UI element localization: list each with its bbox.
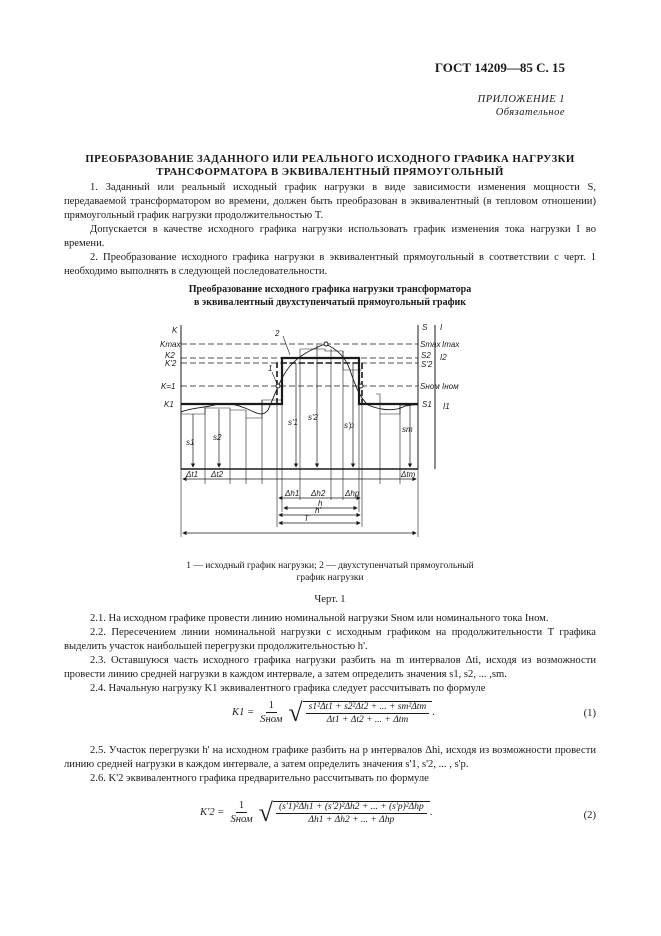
paragraph-1b: Допускается в качестве исходного графика нагрузки использовать график изменения тока нагрузки I во времени. [64, 224, 596, 249]
radicand-denominator: Δt1 + Δt2 + ... + Δtm [326, 714, 409, 725]
callout-2: 2 [275, 329, 280, 338]
label-k: K [172, 326, 178, 335]
label-sm: sm [402, 425, 413, 434]
label-dt2: Δt2 [211, 470, 224, 479]
label-s2-ordinate: s2 [213, 433, 222, 442]
steps-paragraphs-2 [64, 744, 596, 786]
caption-line: график нагрузки [296, 573, 364, 583]
label-s2-prime: S'2 [421, 360, 433, 369]
figure-title-line: Преобразование исходного графика нагрузки трансформатора [188, 284, 472, 295]
paragraph-2: 2. Преобразование исходного графика нагрузки в эквивалентный прямоугольный в соответствии с черт. 1 необходимо выполнять в следующей последовательности. [64, 252, 596, 277]
paragraph-2-2: 2.2. Пересечением линии номинальной нагрузки с исходным графиком на продолжительности T графика выделить участок наибольшей перегрузки продолжительностью h'. [64, 627, 596, 652]
label-kmax: Kmax [160, 340, 181, 349]
label-s1-prime: s'1 [288, 418, 298, 427]
label-k1: K1 [164, 400, 174, 409]
paragraph-2-1: 2.1. На исходном графике провести линию номинальной нагрузки Sном или номинального тока Iном. [90, 613, 549, 624]
radicand-denominator: Δh1 + Δh2 + ... + Δhp [308, 814, 395, 825]
label-imax: Imax [442, 340, 460, 349]
label-inom: Iном [442, 382, 459, 391]
label-i: I [440, 323, 443, 332]
callout-1: 1 [268, 364, 273, 373]
formula-2-number: (2) [583, 810, 596, 821]
label-snom: Sном [420, 382, 440, 391]
label-i2: I2 [440, 353, 447, 362]
label-s2-prime-ordinate: s'2 [308, 413, 318, 422]
paragraph-2-5: 2.5. Участок перегрузки h' на исходном графике разбить на p интервалов Δhi, исходя из возможности провести линию средней нагрузки в каждом интервале, а затем определить значения s'1, s'2, ... , s'p. [64, 745, 596, 770]
formula-lhs: K'2 = [200, 807, 225, 818]
radicand-numerator: (s'1)²Δh1 + (s'2)²Δh2 + ... + (s'p)²Δhp [276, 802, 427, 814]
document-reference: ГОСТ 14209—85 С. 15 [434, 60, 565, 75]
label-s: S [422, 323, 428, 332]
label-sp-prime: s'p [344, 421, 354, 430]
label-k2-prime: K'2 [165, 359, 177, 368]
figure-number: Черт. 1 [314, 594, 346, 605]
label-dh2: Δh2 [311, 489, 326, 498]
label-k-equals-1: K=1 [161, 382, 176, 391]
label-dtm: Δtm [401, 470, 416, 479]
formula-punct: . [429, 807, 433, 818]
label-dhp: Δhp [345, 489, 360, 498]
formula-1-number: (1) [583, 708, 596, 719]
paragraph-2-3: 2.3. Оставшуюся часть исходного графика нагрузки разбить на m интервалов Δti, исходя из возможности провести линию средней нагрузки в каждом интервале, а затем определить значения s1, s2, ... ,sm. [64, 655, 596, 680]
caption-line: 1 — исходный график нагрузки; 2 — двухступенчатый прямоугольный [186, 561, 474, 571]
figure-caption [180, 560, 480, 584]
interval-steps [181, 349, 418, 537]
formula-2: K'2 = $\frac{1}{\text{Sном}}$ √ $\frac{\text{(s'1)²Δh1 + (s'2)²Δh2 + ... + (s'p)²Δhp}}{\text{Δh1 + Δh2 + ... + Δhp}}$ . [200, 797, 433, 827]
title-line: ТРАНСФОРМАТОРА В ЭКВИВАЛЕНТНЫЙ ПРЯМОУГОЛЬНЫЙ [156, 166, 504, 178]
label-dt1: Δt1 [186, 470, 199, 479]
formula-1: K1 = $\frac{1}{\text{Sном}}$ √ $\frac{\text{s1²Δt1 + s2²Δt2 + ... + sm²Δtm}}{\text{Δt1 + Δt2 + ... + Δtm}}$ . [232, 697, 435, 727]
label-t: T [304, 514, 309, 523]
label-k2: K2 [165, 351, 175, 360]
label-s1: S1 [422, 400, 432, 409]
formula-one: 1 [236, 800, 247, 813]
paragraph-2-4: 2.4. Начальную нагрузку K1 эквивалентного графика следует рассчитывать по формуле [90, 683, 486, 694]
formula-one: 1 [266, 700, 277, 713]
appendix-status: Обязательное [495, 107, 565, 118]
label-smax: Smax [420, 340, 441, 349]
title-line: ПРЕОБРАЗОВАНИЕ ЗАДАННОГО ИЛИ РЕАЛЬНОГО ИСХОДНОГО ГРАФИКА НАГРУЗКИ [85, 153, 575, 165]
label-h: h [318, 499, 323, 508]
level-lines [181, 344, 418, 386]
label-s2: S2 [421, 351, 431, 360]
label-s1-ordinate: s1 [186, 438, 195, 447]
formula-denominator: Sном [230, 814, 253, 825]
formula-punct: . [432, 707, 435, 718]
label-dh1: Δh1 [285, 489, 300, 498]
radicand-numerator: s1²Δt1 + s2²Δt2 + ... + sm²Δtm [306, 702, 430, 714]
paragraph-2-6: 2.6. K'2 эквивалентного графика предварительно рассчитывать по формуле [90, 773, 429, 784]
two-step-graph [181, 358, 418, 404]
formula-lhs: K1 = [232, 707, 255, 718]
dimension-arrows [183, 479, 416, 533]
figure-title-line: в эквивалентный двухступенчатый прямоугольный график [193, 296, 467, 308]
steps-paragraphs [64, 612, 596, 696]
label-h-prime: h' [315, 506, 321, 515]
formula-denominator: Sном [260, 714, 283, 725]
label-i1: I1 [443, 402, 450, 411]
paragraph-1: 1. Заданный или реальный исходный график нагрузки в виде зависимости изменения мощности S, передаваемой трансформатором во времени, должен быть преобразован в эквивалентный (в тепловом отношении) прямоугольный график нагрузки продолжительностью T. [64, 182, 596, 221]
appendix-number: ПРИЛОЖЕНИЕ 1 [477, 94, 565, 105]
